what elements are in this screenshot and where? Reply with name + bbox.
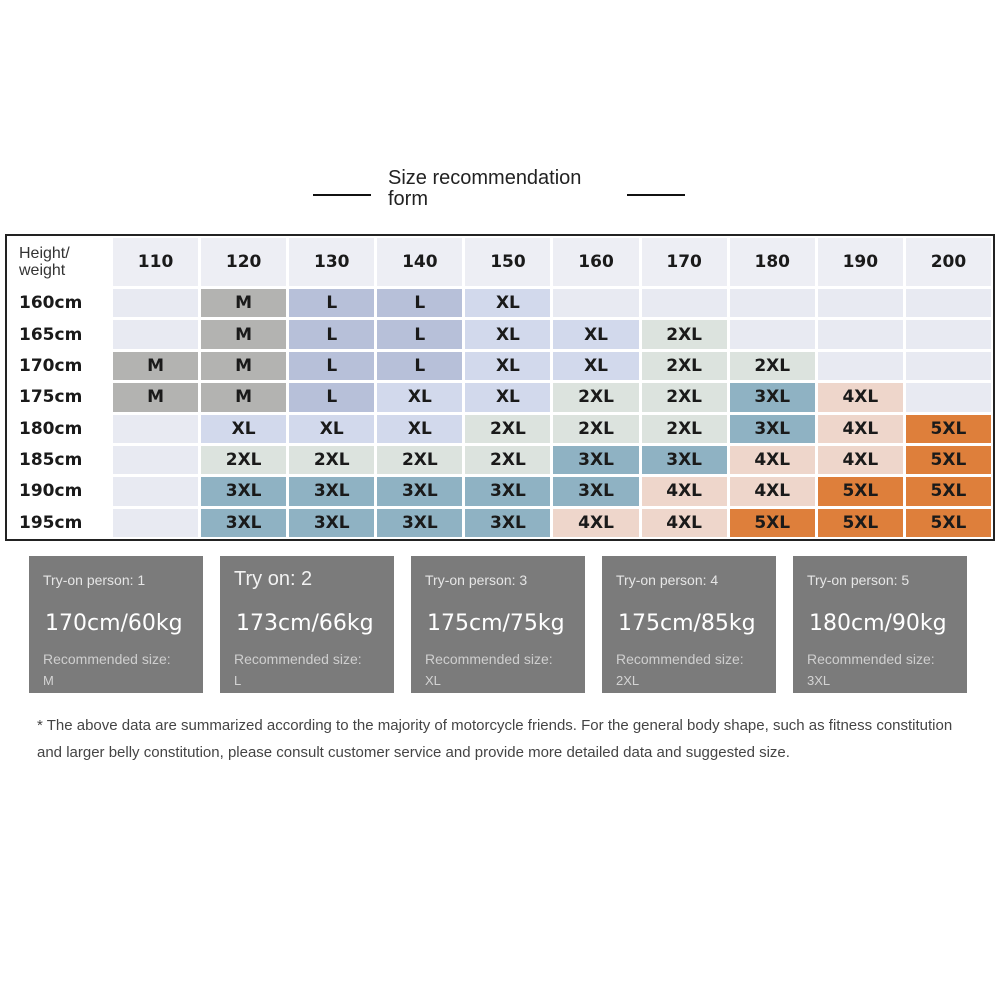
size-cell: 3XL: [465, 509, 550, 537]
size-cell: 4XL: [818, 383, 903, 411]
card-person-label: Try-on person: 4: [616, 572, 719, 588]
size-cell: [553, 289, 638, 317]
size-cell: 3XL: [377, 509, 462, 537]
size-cell: XL: [377, 415, 462, 443]
size-cell: 2XL: [465, 446, 550, 474]
size-cell: M: [201, 320, 286, 348]
size-cell: 3XL: [289, 509, 374, 537]
size-cell: [730, 320, 815, 348]
card-measurement: 170cm/60kg: [45, 611, 183, 636]
size-cell: M: [113, 383, 198, 411]
height-header-180cm: 180cm: [9, 415, 110, 443]
size-cell: L: [289, 383, 374, 411]
card-recommended-size: XL: [425, 673, 441, 688]
weight-header-130: 130: [289, 238, 374, 286]
page-title: Size recommendation form: [388, 167, 582, 210]
weight-header-140: 140: [377, 238, 462, 286]
size-cell: [730, 289, 815, 317]
size-cell: 2XL: [553, 415, 638, 443]
size-cell: 2XL: [201, 446, 286, 474]
size-cell: 2XL: [642, 383, 727, 411]
size-cell: XL: [465, 352, 550, 380]
size-cell: XL: [465, 289, 550, 317]
size-cell: [113, 446, 198, 474]
size-cell: [113, 289, 198, 317]
size-cell: 3XL: [377, 477, 462, 505]
card-measurement: 180cm/90kg: [809, 611, 947, 636]
size-cell: [642, 289, 727, 317]
size-cell: 4XL: [553, 509, 638, 537]
size-cell: L: [289, 320, 374, 348]
size-cell: 2XL: [377, 446, 462, 474]
size-cell: 3XL: [289, 477, 374, 505]
weight-header-180: 180: [730, 238, 815, 286]
try-on-card-5: [793, 556, 967, 693]
table-corner-label: Height/ weight: [9, 238, 110, 286]
size-cell: 2XL: [642, 320, 727, 348]
size-cell: M: [113, 352, 198, 380]
size-cell: M: [201, 352, 286, 380]
card-recommended-label: Recommended size:: [807, 651, 935, 667]
try-on-card-1: [29, 556, 203, 693]
card-person-label: Try-on person: 5: [807, 572, 910, 588]
card-recommended-size: 3XL: [807, 673, 831, 688]
weight-header-150: 150: [465, 238, 550, 286]
size-cell: [818, 320, 903, 348]
title-block: [0, 166, 1000, 216]
size-cell: [818, 289, 903, 317]
size-cell: 2XL: [642, 415, 727, 443]
card-recommended-size: 2XL: [616, 673, 640, 688]
card-recommended-label: Recommended size:: [234, 651, 362, 667]
size-cell: XL: [553, 320, 638, 348]
size-cell: 4XL: [818, 446, 903, 474]
card-measurement: 175cm/75kg: [427, 611, 565, 636]
footnote: * The above data are summarized according to the majority of motorcycle friends. For the general body shape, such as fitness constitution and larger belly constitution, please consult customer service and provide more detailed data and suggested size.: [37, 717, 953, 761]
size-cell: [906, 352, 991, 380]
size-cell: 2XL: [730, 352, 815, 380]
try-on-cards: [29, 556, 969, 693]
card-person-label: Try on: 2: [234, 568, 313, 590]
size-cell: [113, 477, 198, 505]
title-divider-right: [627, 194, 685, 196]
height-header-185cm: 185cm: [9, 446, 110, 474]
size-cell: 3XL: [642, 446, 727, 474]
weight-header-190: 190: [818, 238, 903, 286]
size-cell: XL: [465, 320, 550, 348]
size-cell: L: [289, 289, 374, 317]
height-header-160cm: 160cm: [9, 289, 110, 317]
size-cell: 3XL: [730, 415, 815, 443]
try-on-card-2: [220, 556, 394, 693]
size-cell: XL: [377, 383, 462, 411]
size-cell: L: [377, 320, 462, 348]
try-on-card-4: [602, 556, 776, 693]
size-cell: 3XL: [201, 509, 286, 537]
height-header-175cm: 175cm: [9, 383, 110, 411]
card-person-label: Try-on person: 3: [425, 572, 528, 588]
size-cell: 3XL: [553, 446, 638, 474]
size-cell: M: [201, 289, 286, 317]
size-cell: 2XL: [642, 352, 727, 380]
size-chart-table: [5, 234, 995, 541]
weight-header-170: 170: [642, 238, 727, 286]
size-cell: 3XL: [730, 383, 815, 411]
size-cell: XL: [201, 415, 286, 443]
size-cell: 5XL: [906, 446, 991, 474]
size-cell: 5XL: [818, 477, 903, 505]
size-cell: 3XL: [465, 477, 550, 505]
size-cell: [113, 509, 198, 537]
try-on-card-3: [411, 556, 585, 693]
size-cell: 4XL: [642, 477, 727, 505]
card-recommended-label: Recommended size:: [425, 651, 553, 667]
size-cell: 3XL: [553, 477, 638, 505]
card-recommended-label: Recommended size:: [616, 651, 744, 667]
weight-header-160: 160: [553, 238, 638, 286]
size-cell: XL: [465, 383, 550, 411]
size-cell: 5XL: [906, 509, 991, 537]
card-recommended-label: Recommended size:: [43, 651, 171, 667]
card-measurement: 175cm/85kg: [618, 611, 756, 636]
size-cell: [113, 320, 198, 348]
size-cell: 4XL: [730, 446, 815, 474]
size-cell: M: [201, 383, 286, 411]
size-cell: [906, 383, 991, 411]
title-divider-left: [313, 194, 371, 196]
size-cell: XL: [289, 415, 374, 443]
card-person-label: Try-on person: 1: [43, 572, 146, 588]
card-recommended-size: L: [234, 673, 242, 688]
card-measurement: 173cm/66kg: [236, 611, 374, 636]
size-cell: L: [289, 352, 374, 380]
size-cell: 4XL: [818, 415, 903, 443]
size-cell: L: [377, 289, 462, 317]
size-cell: 3XL: [201, 477, 286, 505]
size-cell: 4XL: [642, 509, 727, 537]
height-header-195cm: 195cm: [9, 509, 110, 537]
weight-header-200: 200: [906, 238, 991, 286]
size-cell: [818, 352, 903, 380]
size-cell: XL: [553, 352, 638, 380]
size-cell: 4XL: [730, 477, 815, 505]
size-cell: 2XL: [289, 446, 374, 474]
weight-header-120: 120: [201, 238, 286, 286]
height-header-170cm: 170cm: [9, 352, 110, 380]
size-cell: [113, 415, 198, 443]
height-header-190cm: 190cm: [9, 477, 110, 505]
size-cell: 5XL: [906, 415, 991, 443]
card-recommended-size: M: [43, 673, 54, 688]
size-cell: 2XL: [465, 415, 550, 443]
size-cell: 5XL: [906, 477, 991, 505]
size-cell: 5XL: [818, 509, 903, 537]
height-header-165cm: 165cm: [9, 320, 110, 348]
size-cell: L: [377, 352, 462, 380]
size-cell: 5XL: [730, 509, 815, 537]
weight-header-110: 110: [113, 238, 198, 286]
size-cell: 2XL: [553, 383, 638, 411]
size-cell: [906, 289, 991, 317]
size-cell: [906, 320, 991, 348]
